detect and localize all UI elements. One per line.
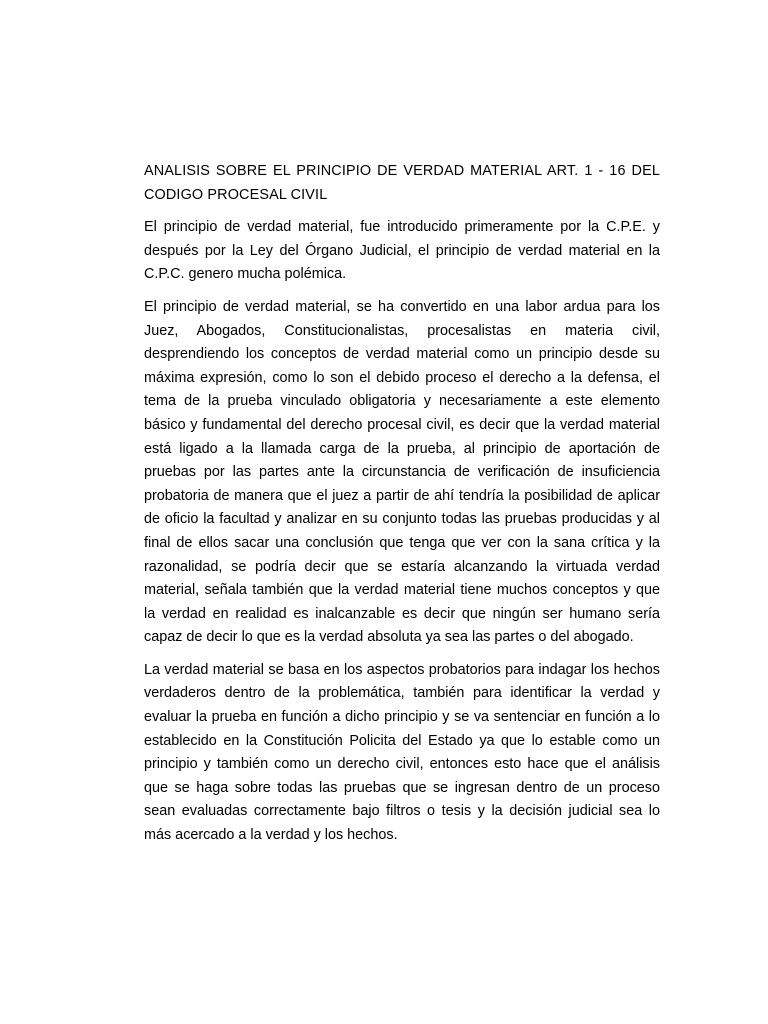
document-title: ANALISIS SOBRE EL PRINCIPIO DE VERDAD MATERIAL ART. 1 - 16 DEL CODIGO PROCESAL CIVIL bbox=[144, 163, 660, 203]
paragraph-analysis: El principio de verdad material, se ha convertido en una labor ardua para los Juez, Abogados, Constitucionalistas, procesalistas en materia civil, desprendiendo los conceptos de verdad material como un principio desde su máxima expresión, como lo son el debido proceso el derecho a la defensa, el tema de la prueba vinculado obligatoria y necesariamente a este elemento básico y fundamental del derecho procesal civil, es decir que la verdad material está ligado a la llamada carga de la prueba, al principio de aportación de pruebas por las partes ante la circunstancia de verificación de insuficiencia probatoria de manera que el juez a partir de ahí tendría la posibilidad de aplicar de oficio la facultad y analizar en su conjunto todas las pruebas producidas y al final de ellos sacar una conclusión que tenga que ver con la sana crítica y la razonalidad, se podría decir que se estaría alcanzando la virtuada verdad material, señala también que la verdad material tiene muchos conceptos y que la verdad en realidad es inalcanzable es decir que ningún ser humano sería capaz de decir lo que es la verdad absoluta ya sea las partes o del abogado. bbox=[144, 298, 660, 646]
paragraph-conclusion: La verdad material se basa en los aspectos probatorios para indagar los hechos verdaderos dentro de la problemática, también para identificar la verdad y evaluar la prueba en función a dicho principio y se va sentenciar en función a lo establecido en la Constitución Policita del Estado ya que lo estable como un principio y también como un derecho civil, entonces esto hace que el análisis que se haga sobre todas las pruebas que se ingresan dentro de un proceso sean evaluadas correctamente bajo filtros o tesis y la decisión judicial sea lo más acercado a la verdad y los hechos. bbox=[144, 661, 660, 844]
document-page bbox=[144, 160, 660, 857]
paragraph-intro: El principio de verdad material, fue introducido primeramente por la C.P.E. y después por la Ley del Órgano Judicial, el principio de verdad material en la C.P.C. genero mucha polémica. bbox=[144, 219, 660, 283]
